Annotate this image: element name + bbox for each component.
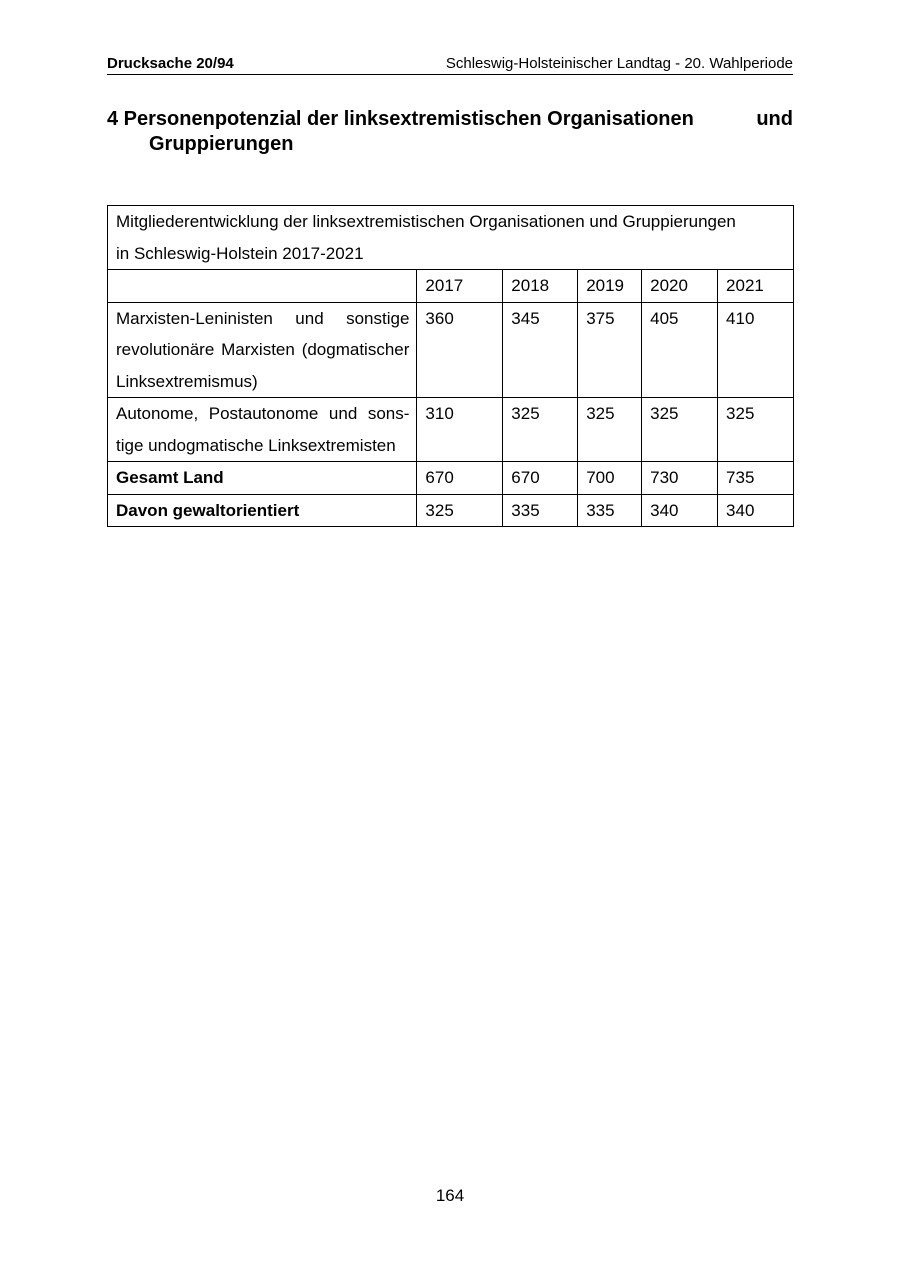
table-cell: 375 — [578, 302, 642, 398]
table-row-total — [108, 462, 794, 495]
parliament-name: Schleswig-Holsteinischer Landtag - 20. Wahlperiode — [445, 55, 793, 72]
page-header — [107, 54, 793, 75]
year-header: 2017 — [417, 270, 503, 303]
table-cell: 310 — [417, 398, 503, 462]
table-caption — [108, 206, 794, 270]
table-row — [108, 398, 794, 462]
row-label: Gesamt Land — [108, 462, 417, 495]
table-cell: 730 — [642, 462, 718, 495]
table-cell: 410 — [718, 302, 794, 398]
table-caption-line2: in Schleswig-Holstein 2017-2021 — [116, 243, 364, 263]
table-row — [108, 302, 794, 398]
section-title-line1-end: und — [756, 108, 793, 130]
table-cell: 670 — [503, 462, 578, 495]
year-header: 2021 — [718, 270, 794, 303]
table-caption-row — [108, 206, 794, 270]
table-cell: 405 — [642, 302, 718, 398]
table-cell: 340 — [718, 494, 794, 527]
membership-table — [107, 205, 794, 527]
row-label: Autonome, Postautonome und sonstige undogmatische Linksextremisten — [108, 398, 417, 462]
table-cell: 735 — [718, 462, 794, 495]
row-label: Marxisten-Leninisten und sonstige revolutionäre Marxisten (dogmatischer Linksextremismus) — [108, 302, 417, 398]
table-cell: 335 — [503, 494, 578, 527]
table-cell: 325 — [718, 398, 794, 462]
section-title-line1: 4 Personenpotenzial der linksextremistischen Organisationen — [107, 108, 694, 130]
table-cell: 335 — [578, 494, 642, 527]
page-number: 164 — [435, 1186, 465, 1205]
table-cell: 345 — [503, 302, 578, 398]
year-header: 2018 — [503, 270, 578, 303]
table-caption-line1: Mitgliederentwicklung der linksextremistischen Organisationen und Gruppierungen — [116, 212, 736, 231]
section-title-line2: Gruppierungen — [149, 133, 294, 155]
year-header: 2020 — [642, 270, 718, 303]
table-cell: 325 — [417, 494, 503, 527]
table-header-row — [108, 270, 794, 303]
table-row-violent — [108, 494, 794, 527]
row-label: Davon gewaltorientiert — [108, 494, 417, 527]
document-number: Drucksache 20/94 — [107, 55, 234, 72]
table-header-empty — [108, 270, 417, 303]
table-cell: 700 — [578, 462, 642, 495]
table-cell: 325 — [578, 398, 642, 462]
table-cell: 360 — [417, 302, 503, 398]
year-header: 2019 — [578, 270, 642, 303]
section-title — [107, 107, 793, 157]
table-cell: 340 — [642, 494, 718, 527]
table-cell: 325 — [642, 398, 718, 462]
table-cell: 670 — [417, 462, 503, 495]
table-cell: 325 — [503, 398, 578, 462]
